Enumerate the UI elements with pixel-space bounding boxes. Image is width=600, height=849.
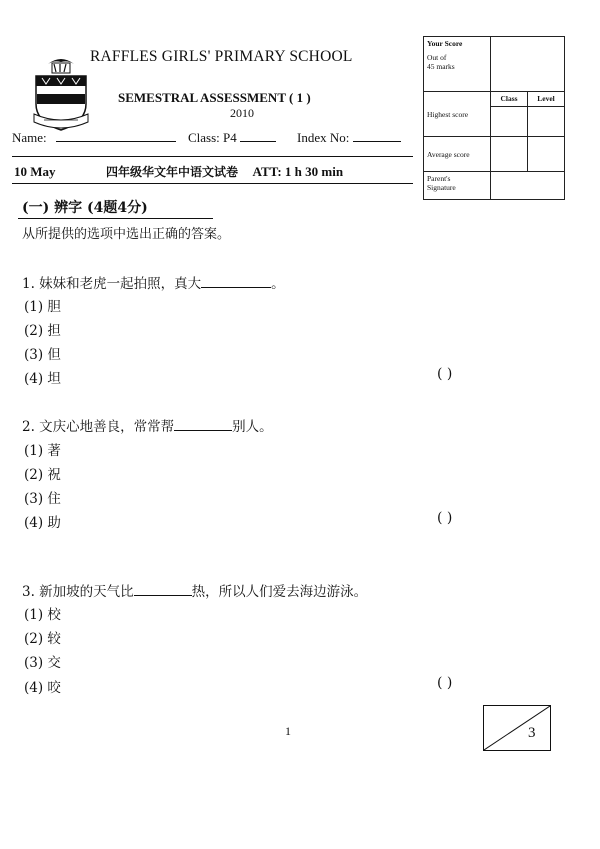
header-rule-top xyxy=(12,156,413,157)
section-instruction: 从所提供的选项中选出正确的答案。 xyxy=(22,227,231,242)
question-2-blank xyxy=(174,418,232,431)
index-label: Index No: xyxy=(297,130,350,145)
question-2-stem-end: 别人。 xyxy=(232,419,273,435)
section-title: (一) 辨字 (4题4分) xyxy=(22,200,148,216)
question-1-option-4[interactable]: (4) 坦 xyxy=(24,371,61,387)
question-2-stem: 2. 文庆心地善良，常常帮 xyxy=(22,419,175,435)
header-rule-bottom xyxy=(12,183,413,184)
school-name: RAFFLES GIRLS' PRIMARY SCHOOL xyxy=(90,48,353,65)
page-score-diagonal xyxy=(484,706,550,750)
index-blank[interactable] xyxy=(353,129,401,142)
exam-date: 10 May xyxy=(14,164,56,179)
name-blank[interactable] xyxy=(56,129,176,142)
signature-box xyxy=(491,172,565,200)
question-1-blank xyxy=(201,275,271,288)
average-score-label: Average score xyxy=(424,137,491,172)
level-header: Level xyxy=(528,92,565,107)
your-score-label: Your Score Out of 45 marks xyxy=(424,37,491,92)
question-2-option-4[interactable]: (4) 助 xyxy=(24,515,61,531)
question-3-stem: 3. 新加坡的天气比 xyxy=(22,584,134,600)
page-score-total: 3 xyxy=(528,725,536,741)
question-3-blank xyxy=(134,583,192,596)
question-1-stem: 1. 妹妹和老虎一起拍照，真大 xyxy=(22,276,202,292)
class-header: Class xyxy=(491,92,528,107)
question-3-option-3[interactable]: (3) 交 xyxy=(24,655,61,671)
name-label: Name: xyxy=(12,130,47,145)
question-3 xyxy=(22,580,367,600)
question-1 xyxy=(22,272,285,292)
question-3-option-1[interactable]: (1) 校 xyxy=(24,607,61,623)
page-number: 1 xyxy=(285,724,291,738)
question-2 xyxy=(22,415,273,435)
question-2-option-1[interactable]: (1) 著 xyxy=(24,443,61,459)
question-3-option-4[interactable]: (4) 咬 xyxy=(24,680,61,696)
question-1-option-3[interactable]: (3) 但 xyxy=(24,347,61,363)
score-table xyxy=(423,36,565,200)
class-label: Class: P4 xyxy=(188,130,237,145)
assessment-year: 2010 xyxy=(230,106,254,120)
average-class-cell xyxy=(491,137,528,172)
question-1-option-2[interactable]: (2) 担 xyxy=(24,323,61,339)
index-line xyxy=(297,129,401,146)
average-level-cell xyxy=(528,137,565,172)
question-3-option-2[interactable]: (2) 较 xyxy=(24,631,61,647)
date-row xyxy=(14,163,343,180)
exam-duration: ATT: 1 h 30 min xyxy=(252,164,344,179)
highest-class-cell xyxy=(491,107,528,137)
your-score-box xyxy=(491,37,565,92)
question-2-answer-box[interactable]: ( ) xyxy=(437,510,453,526)
assessment-title: SEMESTRAL ASSESSMENT ( 1 ) xyxy=(118,90,311,105)
class-line xyxy=(188,129,276,146)
school-crest-logo xyxy=(32,54,90,134)
parents-signature-label: Parent's Signature xyxy=(424,172,491,200)
section-title-underline xyxy=(18,218,213,219)
question-1-stem-end: 。 xyxy=(271,276,285,292)
highest-score-label: Highest score xyxy=(424,92,491,137)
name-line xyxy=(12,129,176,146)
question-1-answer-box[interactable]: ( ) xyxy=(437,366,453,382)
paper-title: 四年级华文年中语文试卷 xyxy=(106,165,239,179)
class-blank[interactable] xyxy=(240,129,276,142)
question-1-option-1[interactable]: (1) 胆 xyxy=(24,299,61,315)
question-2-option-2[interactable]: (2) 祝 xyxy=(24,467,61,483)
question-3-stem-end: 热，所以人们爱去海边游泳。 xyxy=(191,584,368,600)
question-2-option-3[interactable]: (3) 住 xyxy=(24,491,61,507)
highest-level-cell xyxy=(528,107,565,137)
question-3-answer-box[interactable]: ( ) xyxy=(437,675,453,691)
page-score-box xyxy=(483,705,551,751)
